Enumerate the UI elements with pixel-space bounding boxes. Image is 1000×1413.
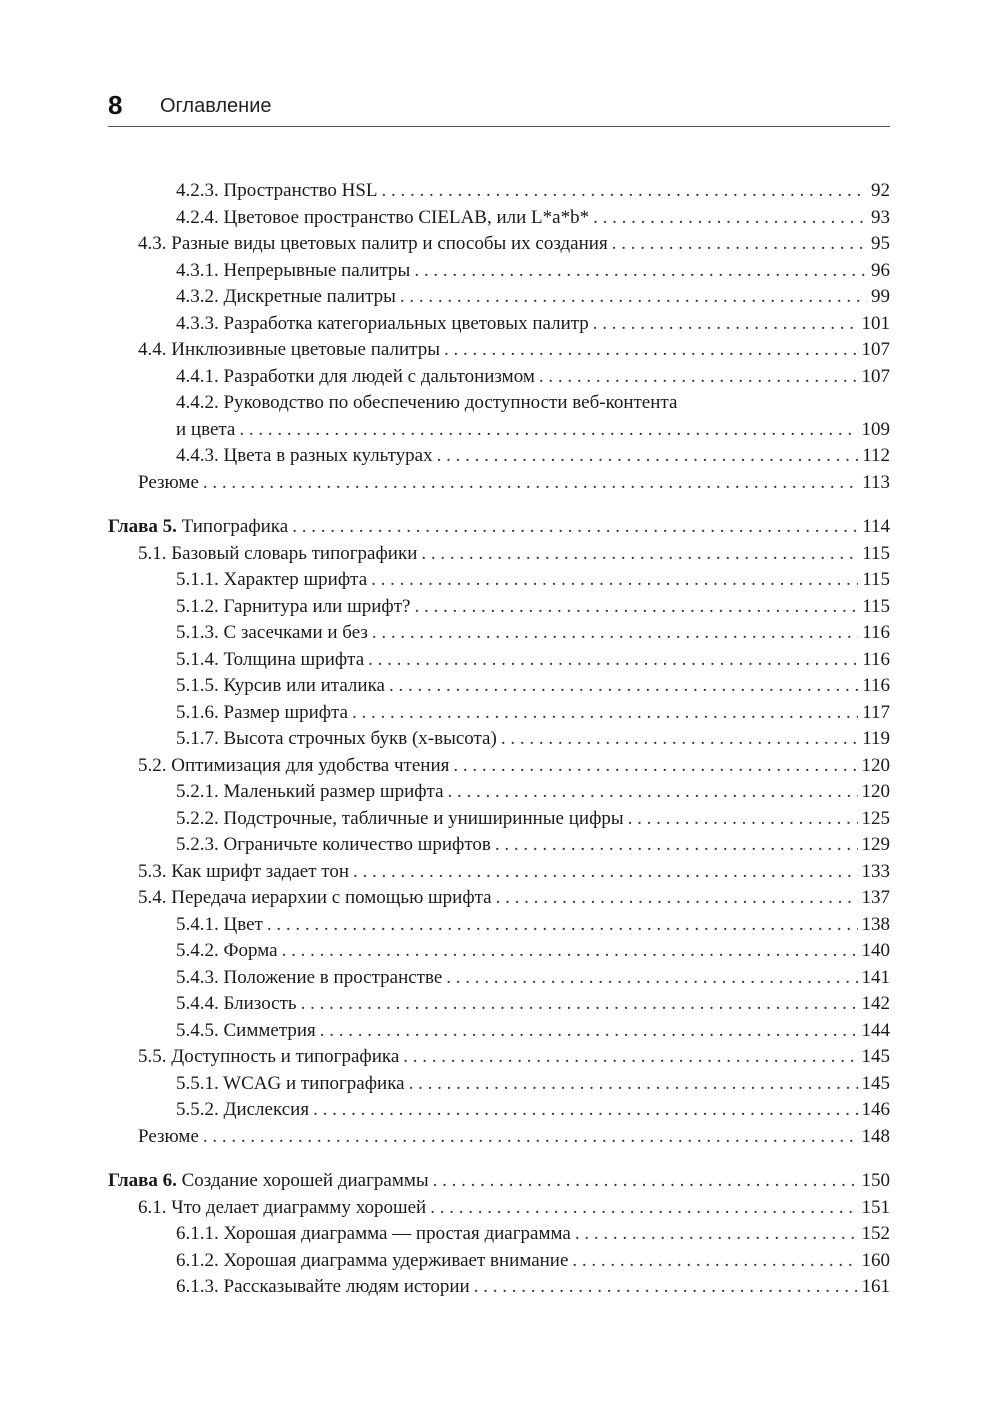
toc-entry-title: Резюме (138, 471, 199, 493)
toc-entry[interactable] (108, 567, 890, 594)
toc-entry-page: 152 (861, 1223, 890, 1244)
toc-entry-title: 5.4.5. Симметрия (176, 1019, 316, 1041)
toc-entry-page: 161 (861, 1276, 890, 1297)
toc-entry-page: 133 (861, 860, 890, 882)
toc-entry[interactable] (108, 470, 890, 497)
leader-dots (352, 700, 858, 727)
toc-entry-title: 5.4.4. Близость (176, 993, 297, 1014)
toc-entry[interactable] (108, 965, 890, 992)
leader-dots (437, 443, 859, 470)
leader-dots (593, 311, 858, 338)
toc-entry[interactable] (108, 443, 890, 470)
leader-dots (593, 205, 867, 232)
toc-entry-page: 146 (861, 1099, 890, 1120)
toc-entry-page: 141 (861, 966, 890, 988)
toc-entry-page: 112 (862, 445, 890, 466)
leader-dots (612, 231, 867, 258)
toc-entry-page: 107 (861, 365, 890, 387)
toc-entry[interactable] (108, 859, 890, 886)
toc-entry[interactable] (108, 647, 890, 674)
leader-dots (495, 832, 858, 859)
toc-entry-title: 5.4.1. Цвет (176, 913, 263, 935)
leader-dots (282, 938, 858, 965)
toc-entry-page: 107 (861, 339, 890, 360)
toc-chapter-6[interactable] (108, 1168, 890, 1195)
toc-entry[interactable] (108, 205, 890, 232)
leader-dots (203, 1124, 858, 1151)
toc-entry-page: 125 (861, 807, 890, 829)
toc-entry-page: 116 (862, 648, 890, 670)
leader-dots (409, 1071, 858, 1098)
toc-entry[interactable] (108, 779, 890, 806)
toc-entry-page: 109 (861, 418, 890, 440)
toc-entry[interactable] (108, 885, 890, 912)
toc-entry-title: 5.5.2. Дислексия (176, 1099, 310, 1120)
leader-dots (403, 1044, 857, 1071)
toc-entry-title: 4.4.3. Цвета в разных культурах (176, 445, 433, 466)
leader-dots (353, 859, 858, 886)
toc-entry-page: 150 (861, 1170, 890, 1191)
toc-entry-page: 129 (861, 834, 890, 855)
toc-entry[interactable] (108, 541, 890, 568)
chapter-name: Типографика (181, 516, 289, 537)
running-title: Оглавление (160, 95, 272, 117)
toc-entry[interactable] (108, 673, 890, 700)
toc-entry-page: 137 (861, 887, 890, 908)
leader-dots (414, 594, 858, 621)
toc-entry-page: 96 (871, 259, 890, 281)
leader-dots (292, 514, 858, 541)
toc-entry-title: 4.2.4. Цветовое пространство CIELAB, или L*a*b* (176, 206, 590, 228)
toc-entry[interactable] (108, 284, 890, 311)
leader-dots (368, 647, 858, 674)
toc-entry-title: 5.2. Оптимизация для удобства чтения (138, 754, 450, 776)
leader-dots (446, 965, 857, 992)
toc-entry-title: 5.2.2. Подстрочные, табличные и униширинные цифры (176, 807, 624, 829)
toc-entry-title: 4.3. Разные виды цветовых палитр и способы их создания (138, 233, 608, 254)
toc-entry-title: 4.2.3. Пространство HSL (176, 180, 378, 201)
leader-dots (453, 753, 857, 780)
toc-entry-title: 4.4.1. Разработки для людей с дальтонизмом (176, 365, 535, 387)
leader-dots (628, 806, 858, 833)
toc-entry-title: 5.1.6. Размер шрифта (176, 701, 349, 723)
toc-entry-title: 5.5. Доступность и типографика (138, 1046, 400, 1067)
toc-entry[interactable] (108, 337, 890, 364)
toc-entry-page: 92 (871, 180, 890, 201)
page-header (108, 88, 890, 127)
toc-entry-page: 115 (862, 542, 890, 564)
toc-entry-title: 5.4.3. Положение в пространстве (176, 966, 443, 988)
toc-entry-title: 5.4. Передача иерархии с помощью шрифта (138, 887, 492, 908)
toc-entry-title: 5.1.5. Курсив или италика (176, 675, 385, 696)
leader-dots (239, 417, 857, 444)
toc-entry-page: 113 (862, 471, 890, 493)
toc-entry[interactable] (108, 364, 890, 391)
toc-entry-page: 145 (861, 1046, 890, 1067)
toc-entry-title: 4.4. Инклюзивные цветовые палитры (138, 339, 440, 360)
leader-dots (572, 1248, 857, 1275)
toc-entry-page: 99 (871, 286, 890, 307)
leader-dots (421, 541, 858, 568)
toc-entry-title: 5.4.2. Форма (176, 940, 278, 961)
leader-dots (575, 1221, 858, 1248)
toc-entry[interactable] (108, 1195, 890, 1222)
toc-entry-page: 93 (871, 206, 890, 228)
toc-entry-page: 119 (862, 728, 890, 749)
toc-entry-page: 117 (862, 701, 890, 723)
toc-entry-page: 95 (871, 233, 890, 254)
toc-entry-page: 148 (861, 1125, 890, 1147)
toc-entry-page: 101 (861, 312, 890, 334)
toc-entry[interactable] (108, 1071, 890, 1098)
toc-entry-title: 6.1.1. Хорошая диаграмма — простая диаграмма (176, 1223, 571, 1244)
toc-entry[interactable] (108, 912, 890, 939)
toc-entry[interactable] (108, 258, 890, 285)
leader-dots (430, 1195, 857, 1222)
toc-entry-page: 114 (862, 516, 890, 537)
leader-dots (389, 673, 858, 700)
toc-entry-title: 6.1. Что делает диаграмму хорошей (138, 1196, 427, 1218)
toc-entry-page: 138 (861, 913, 890, 935)
toc-entry[interactable] (108, 938, 890, 965)
toc-entry[interactable] (108, 311, 890, 338)
toc-entry-page: 120 (861, 754, 890, 776)
toc-entry-title: 5.5.1. WCAG и типографика (176, 1072, 405, 1094)
toc-entry[interactable] (108, 753, 890, 780)
toc-entry-title: 5.3. Как шрифт задает тон (138, 860, 349, 882)
toc-entry-page: 116 (862, 675, 890, 696)
toc-entry-title: 5.2.3. Ограничьте количество шрифтов (176, 834, 491, 855)
toc-entry[interactable] (108, 231, 890, 258)
toc-entry-title: 5.1.3. С засечками и без (176, 622, 368, 643)
leader-dots (382, 178, 868, 205)
leader-dots (400, 284, 867, 311)
leader-dots (414, 258, 867, 285)
toc-entry[interactable] (108, 620, 890, 647)
leader-dots (372, 620, 858, 647)
toc-entry-title: 4.3.2. Дискретные палитры (176, 286, 396, 307)
toc-entry[interactable] (108, 1248, 890, 1275)
toc-entry-page: 140 (861, 940, 890, 961)
toc-entry[interactable] (108, 806, 890, 833)
toc-entry-page: 120 (861, 781, 890, 802)
toc-entry[interactable] (108, 991, 890, 1018)
toc-entry[interactable] (108, 832, 890, 859)
leader-dots (320, 1018, 858, 1045)
toc-entry-title-line2: и цвета (176, 418, 236, 440)
leader-dots (539, 364, 858, 391)
chapter-label: Глава 5. (108, 516, 177, 537)
leader-dots (267, 912, 858, 939)
leader-dots (448, 779, 858, 806)
toc-entry-page: 116 (862, 622, 890, 643)
chapter-label: Глава 6. (108, 1170, 177, 1191)
toc-entry-title: 6.1.3. Рассказывайте людям истории (176, 1276, 470, 1297)
toc-entry-page: 144 (861, 1019, 890, 1041)
toc-chapter-title (108, 1168, 429, 1195)
leader-dots (203, 470, 858, 497)
toc-entry-title: 5.1.7. Высота строчных букв (x-высота) (176, 728, 497, 749)
toc-entry-title-line1[interactable]: 4.4.2. Руководство по обеспечению доступности веб-контента (176, 392, 678, 413)
toc-entry-title: 4.3.1. Непрерывные палитры (176, 259, 411, 281)
toc-entry-title: Резюме (138, 1125, 199, 1147)
toc-entry-title: 4.3.3. Разработка категориальных цветовых палитр (176, 312, 589, 334)
toc-entry[interactable] (108, 1124, 890, 1151)
toc-entry-title: 5.1.2. Гарнитура или шрифт? (176, 595, 411, 617)
toc-chapter-5[interactable] (108, 514, 890, 541)
chapter-name: Создание хорошей диаграммы (181, 1170, 429, 1191)
toc-entry-page: 145 (861, 1072, 890, 1094)
toc-entry[interactable] (108, 178, 890, 205)
leader-dots (496, 885, 858, 912)
toc-entry-page: 160 (861, 1249, 890, 1271)
toc-entry-page: 151 (861, 1196, 890, 1218)
leader-dots (433, 1168, 858, 1195)
toc-entry[interactable] (108, 594, 890, 621)
toc-entry-title: 5.1.1. Характер шрифта (176, 569, 368, 590)
leader-dots (444, 337, 858, 364)
leader-dots (371, 567, 858, 594)
toc-entry[interactable] (108, 1274, 890, 1301)
toc-entry-page: 115 (862, 595, 890, 617)
toc-entry[interactable] (108, 1044, 890, 1071)
toc-entry-title: 5.1. Базовый словарь типографики (138, 542, 418, 564)
toc-entry-title: 5.2.1. Маленький размер шрифта (176, 781, 444, 802)
toc-entry[interactable] (108, 726, 890, 753)
leader-dots (301, 991, 858, 1018)
toc-entry[interactable] (108, 1018, 890, 1045)
table-of-contents (108, 178, 890, 1301)
leader-dots (313, 1097, 857, 1124)
toc-entry-title: 5.1.4. Толщина шрифта (176, 648, 365, 670)
toc-entry-title: 6.1.2. Хорошая диаграмма удерживает внимание (176, 1249, 569, 1271)
page-number: 8 (108, 90, 123, 120)
toc-chapter-title (108, 514, 288, 541)
toc-entry[interactable] (108, 1097, 890, 1124)
toc-entry-page: 115 (862, 569, 890, 590)
leader-dots (474, 1274, 858, 1301)
toc-entry[interactable] (108, 417, 890, 444)
leader-dots (501, 726, 858, 753)
toc-entry[interactable] (108, 700, 890, 727)
toc-entry[interactable] (108, 1221, 890, 1248)
toc-entry-page: 142 (861, 993, 890, 1014)
